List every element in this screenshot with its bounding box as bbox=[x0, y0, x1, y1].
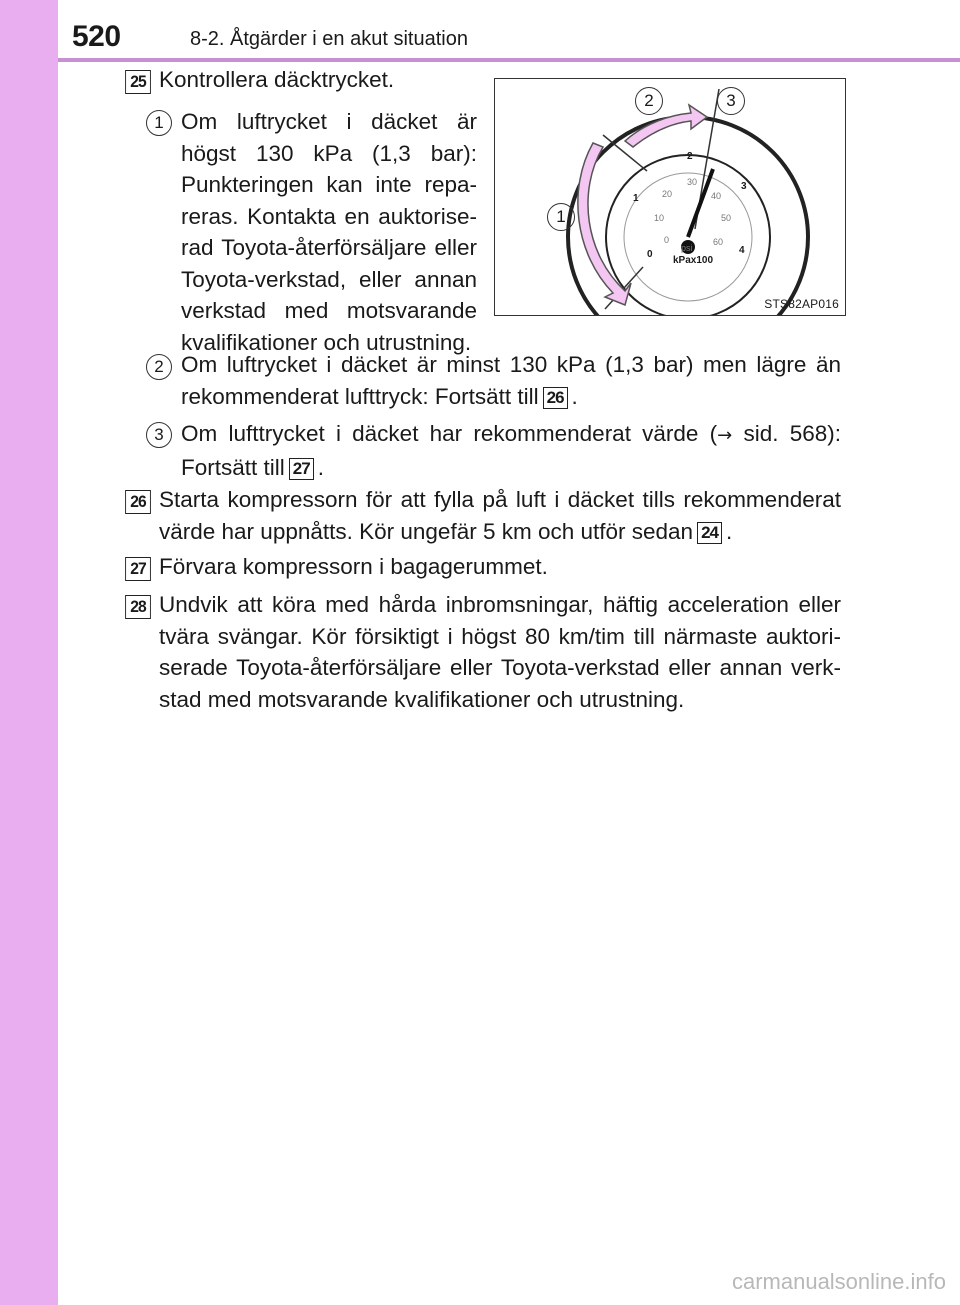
gauge-outer-label-3: 3 bbox=[741, 181, 747, 192]
step-text-28: Undvik att köra med hårda inbromsningar, häftig acceleration eller tvära svängar. Kör försiktigt i högst 80 km/tim till närmaste auktori-serade Toyota-återförsäljare eller Toyota-verkstad eller annan verk-stad med motsvarande kvalifikationer och utrustning. bbox=[159, 592, 841, 712]
substep-text-3: Om lufttrycket i däcket har rekommenderat värde (→ sid. 568): Fortsätt till 27 . bbox=[181, 421, 841, 480]
gauge-inner-label-10: 10 bbox=[654, 213, 665, 223]
pressure-gauge-figure bbox=[494, 78, 846, 316]
figure-callout-1: 1 bbox=[547, 203, 575, 231]
range-arrow-2 bbox=[625, 105, 707, 147]
arrow-right-icon: → bbox=[717, 425, 733, 446]
section-title: 8-2. Åtgärder i en akut situation bbox=[190, 28, 468, 50]
step-ref-26[interactable]: 26 bbox=[543, 387, 568, 409]
step-badge-25: 25 bbox=[125, 70, 151, 94]
step-text-25: Kontrollera däcktrycket. bbox=[159, 67, 395, 92]
gauge-outer-label-1: 1 bbox=[633, 193, 639, 204]
side-color-band bbox=[0, 0, 58, 1305]
gauge-outer-label-0: 0 bbox=[647, 249, 653, 260]
gauge-inner-label-30: 30 bbox=[687, 177, 698, 187]
step-ref-24[interactable]: 24 bbox=[697, 522, 722, 544]
range-arrow-1 bbox=[578, 143, 631, 305]
gauge-outer-label-4: 4 bbox=[739, 245, 745, 256]
gauge-outer-label-2: 2 bbox=[687, 151, 693, 162]
step-badge-28: 28 bbox=[125, 595, 151, 619]
figure-callout-2: 2 bbox=[635, 87, 663, 115]
substep-text-1: Om luftrycket i däcket är högst 130 kPa (1,3 bar): Punkteringen kan inte repa-reras. Kontakta en auktorise-rad Toyota-återförsäljare eller Toyota-verkstad, eller annan verkstad med motsvarande kvalifikationer och utrustning. bbox=[181, 109, 477, 355]
substep-text-2: Om luftrycket i däcket är minst 130 kPa (1,3 bar) men lägre än rekommenderat lufttryck: Fortsätt till 26 . bbox=[181, 352, 841, 409]
gauge-inner-label-60: 60 bbox=[713, 237, 724, 247]
substep-number-2: 2 bbox=[146, 354, 172, 380]
figure-callout-3: 3 bbox=[717, 87, 745, 115]
gauge-unit-psi: psi bbox=[681, 243, 693, 253]
step-ref-27[interactable]: 27 bbox=[289, 458, 314, 480]
step-text-26: Starta kompressorn för att fylla på luft i däcket tills rekommenderat värde har uppnåtts. Kör ungefär 5 km och utför sedan 24 . bbox=[159, 487, 841, 544]
substep-number-1: 1 bbox=[146, 110, 172, 136]
substep-number-3: 3 bbox=[146, 422, 172, 448]
watermark: carmanualsonline.info bbox=[731, 1269, 946, 1294]
gauge-inner-label-40: 40 bbox=[711, 191, 722, 201]
figure-code: STS82AP016 bbox=[764, 297, 839, 311]
header-divider bbox=[58, 58, 960, 62]
gauge-inner-label-50: 50 bbox=[721, 213, 732, 223]
page-number: 520 bbox=[72, 20, 121, 53]
gauge-inner-label-20: 20 bbox=[662, 189, 673, 199]
gauge-unit-kpa: kPax100 bbox=[673, 255, 714, 266]
gauge-inner-label-0: 0 bbox=[664, 235, 670, 245]
step-text-27: Förvara kompressorn i bagagerummet. bbox=[159, 554, 548, 579]
step-badge-26: 26 bbox=[125, 490, 151, 514]
step-badge-27: 27 bbox=[125, 557, 151, 581]
